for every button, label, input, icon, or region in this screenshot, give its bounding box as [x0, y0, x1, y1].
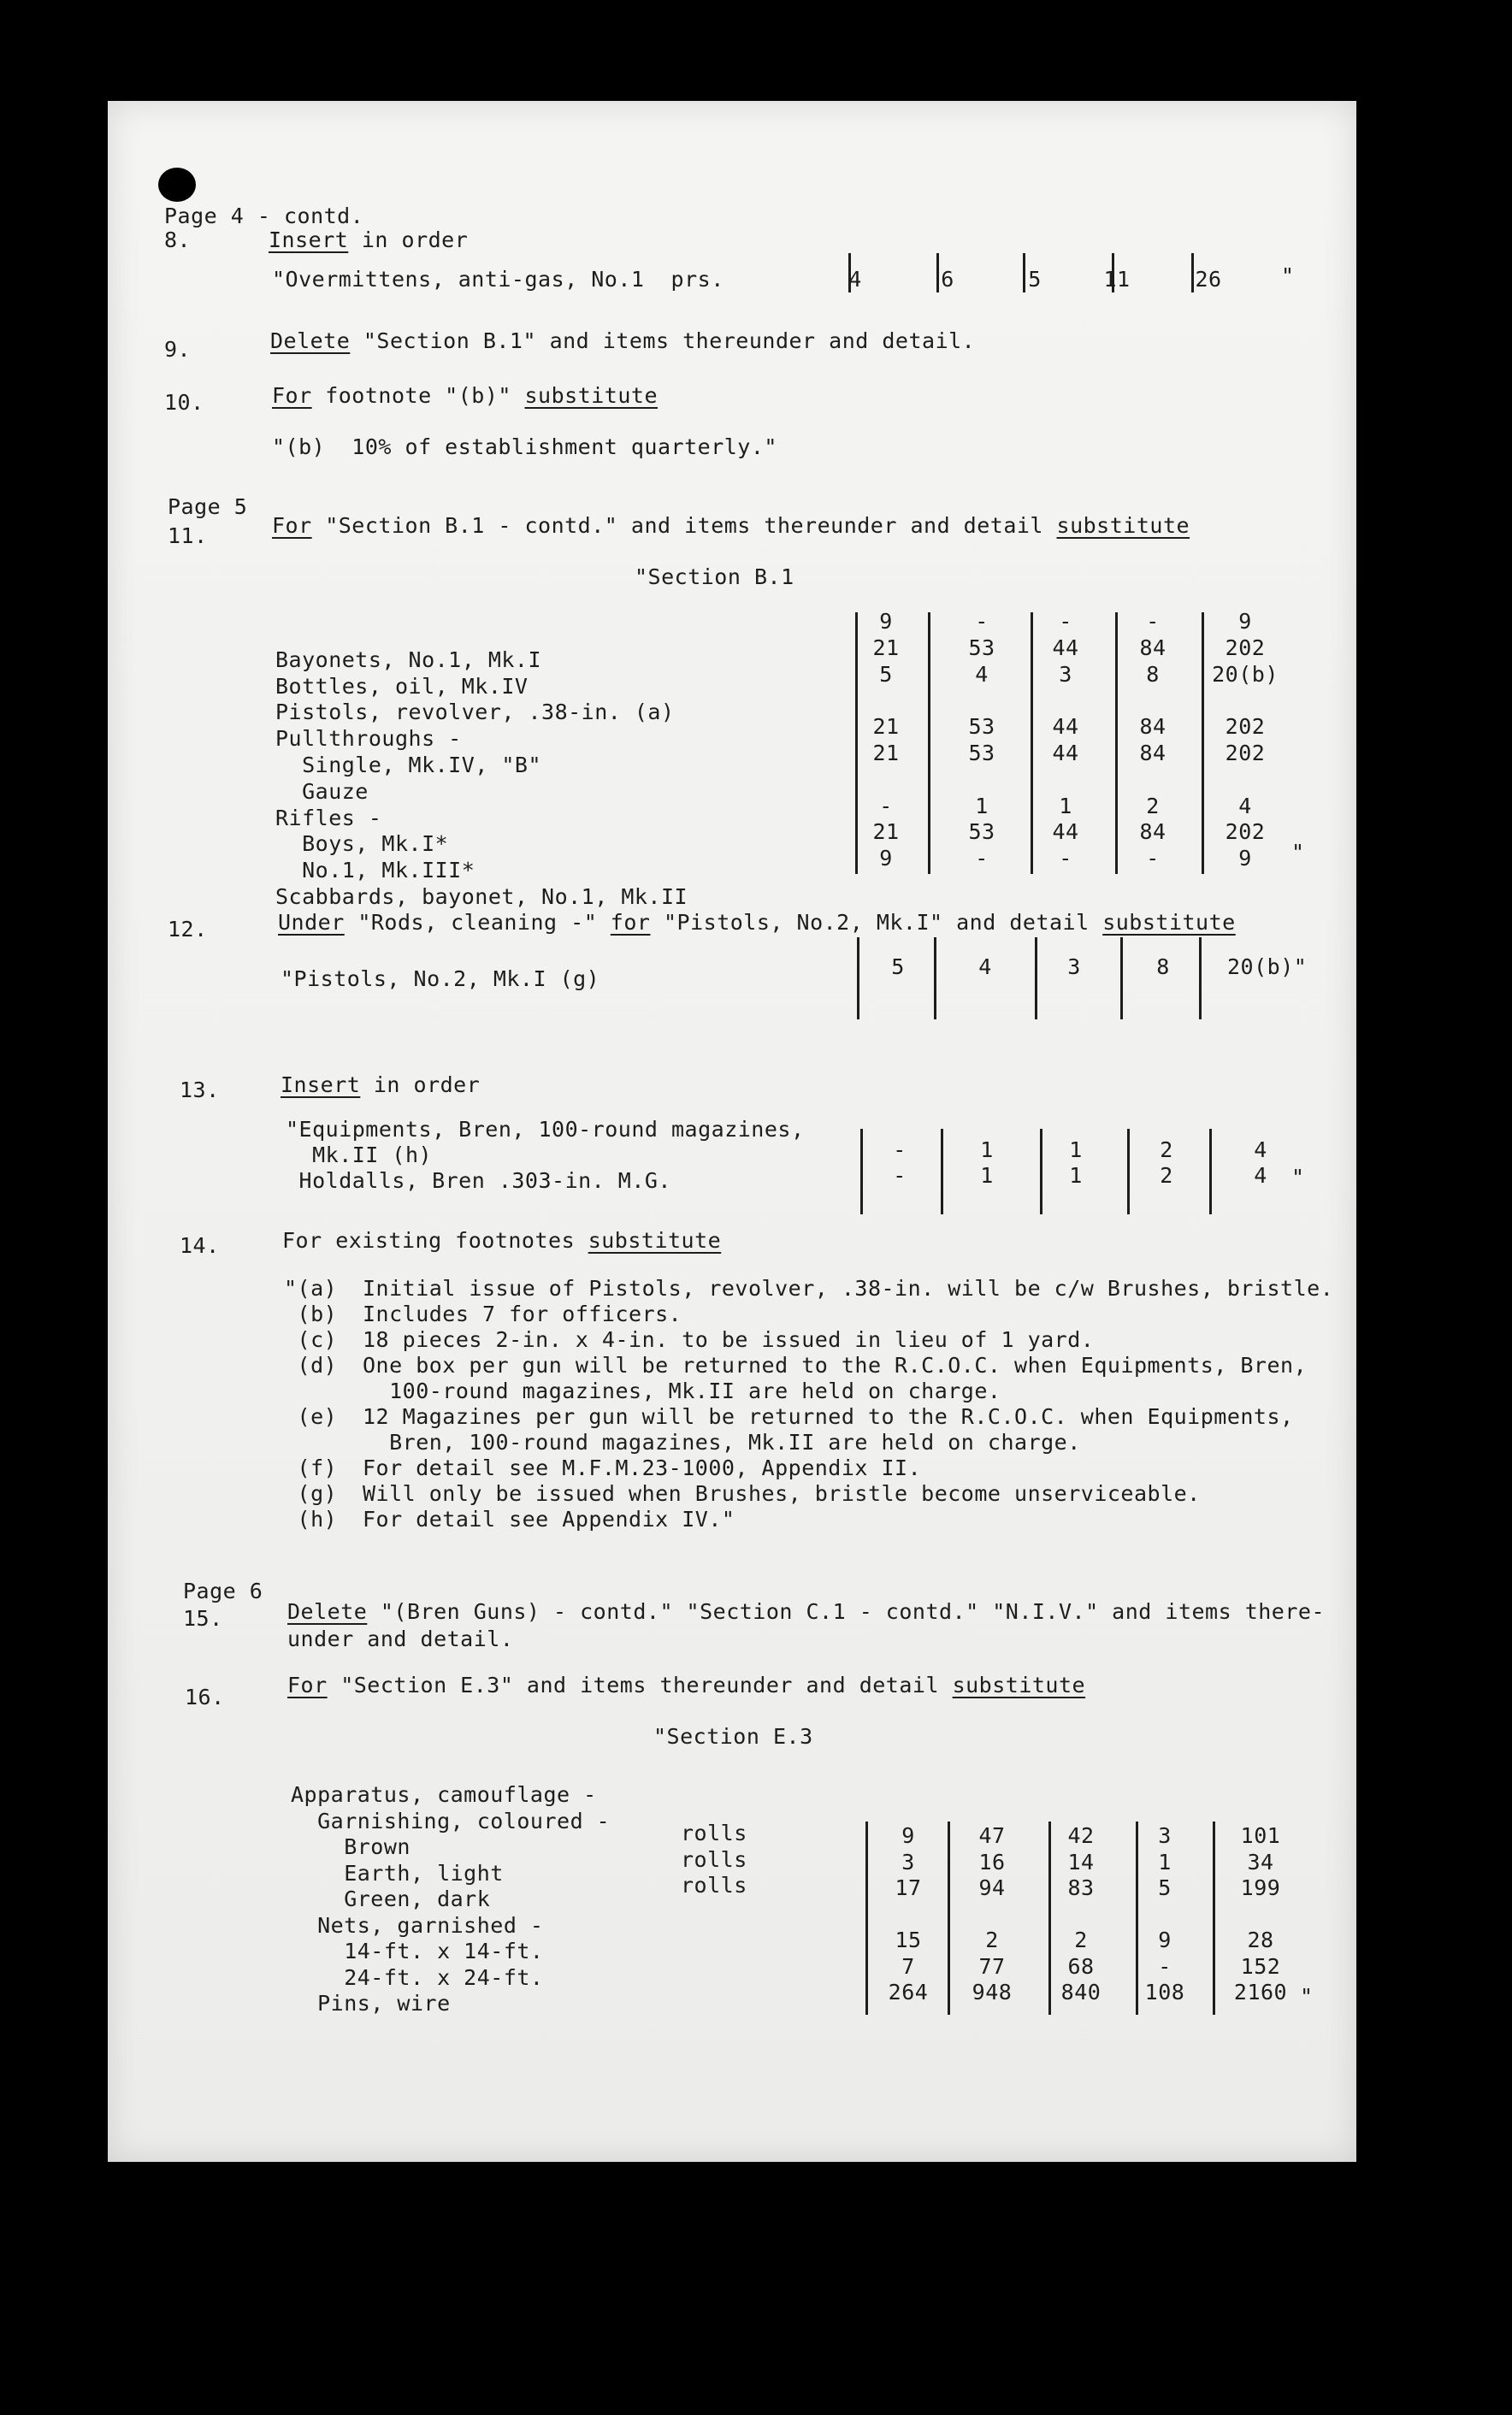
section-e3-item-label: Garnishing, coloured - [291, 1809, 611, 1833]
item-11-text: For "Section B.1 - contd." and items thereunder and detail substitute [272, 513, 1190, 538]
punch-hole [158, 168, 196, 202]
section-b1-value: 84 [1139, 714, 1166, 739]
section-b1-value: 53 [968, 819, 995, 844]
section-e3-item-label: Earth, light [291, 1861, 504, 1886]
footnote-key: (e) [284, 1404, 338, 1429]
item-14-number: 14. [180, 1233, 220, 1258]
section-b1-value: 21 [872, 741, 900, 765]
footnote-text: Initial issue of Pistols, revolver, .38-in. will be c/w Brushes, bristle. [363, 1276, 1334, 1301]
item-13-row-label: Mk.II (h) [286, 1143, 433, 1167]
section-e3-value: 3 [901, 1850, 915, 1875]
section-e3-item-label: Brown [291, 1834, 410, 1859]
footnote-key: (b) [284, 1302, 338, 1326]
section-e3-item-label: Green, dark [291, 1887, 491, 1911]
item-13-row-label: "Equipments, Bren, 100-round magazines, [286, 1117, 805, 1142]
item-13-close-quote: " [1291, 1165, 1305, 1190]
section-e3-value: 17 [895, 1875, 922, 1900]
item-8-value: 5 [1028, 267, 1042, 292]
item-13-row-label: Holdalls, Bren .303-in. M.G. [286, 1168, 671, 1193]
section-b1-item-label: No.1, Mk.III* [275, 858, 475, 883]
item-13-value: 2 [1160, 1163, 1173, 1188]
section-e3-value: 34 [1247, 1850, 1274, 1875]
section-e3-item-label: Nets, garnished - [291, 1913, 544, 1938]
section-b1-value: - [1146, 609, 1160, 634]
page-6-label: Page 6 [183, 1579, 263, 1603]
section-e3-value: 47 [978, 1823, 1006, 1848]
item-15-number: 15. [183, 1606, 223, 1631]
item-12-value: 5 [891, 954, 905, 979]
footnote-text: For detail see M.F.M.23-1000, Appendix II. [363, 1455, 922, 1480]
item-13-heading: Insert in order [281, 1072, 481, 1097]
item-12-line: "Pistols, No.2, Mk.I (g) [281, 966, 600, 991]
footnote-key: "(a) [284, 1276, 338, 1301]
item-12-value: 8 [1156, 954, 1170, 979]
column-rule [1048, 1822, 1051, 2015]
item-12-text: Under "Rods, cleaning -" for "Pistols, No.2, Mk.I" and detail substitute [278, 910, 1236, 935]
section-b1-value: - [879, 794, 893, 818]
section-b1-value: 20(b) [1212, 662, 1279, 687]
footnote-text: 12 Magazines per gun will be returned to the R.C.O.C. when Equipments, [363, 1404, 1294, 1429]
section-b1-item-label: Rifles - [275, 806, 382, 830]
item-10-text: For footnote "(b)" substitute [272, 383, 658, 408]
section-b1-value: 1 [975, 794, 989, 818]
column-rule [948, 1822, 950, 2015]
column-rule [1040, 1129, 1042, 1214]
section-b1-value: 44 [1052, 741, 1079, 765]
item-13-value: 1 [1069, 1163, 1083, 1188]
section-e3-value: 9 [901, 1823, 915, 1848]
section-e3-value: 42 [1067, 1823, 1095, 1848]
item-15-text: Delete "(Bren Guns) - contd." "Section C.1 - contd." "N.I.V." and items there- [287, 1599, 1326, 1624]
item-8-value: 4 [848, 267, 862, 292]
section-b1-value: 84 [1139, 635, 1166, 660]
section-b1-value: - [1059, 846, 1072, 871]
item-12-value: 20(b)" [1227, 954, 1308, 979]
section-e3-value: 16 [978, 1850, 1006, 1875]
column-rule [1120, 937, 1123, 1019]
section-b1-value: 202 [1225, 635, 1266, 660]
footnote-key: (h) [284, 1507, 338, 1532]
column-rule [1115, 612, 1118, 874]
section-b1-value: - [1059, 609, 1072, 634]
item-8-line: "Overmittens, anti-gas, No.1 prs. [272, 267, 724, 292]
section-b1-item-label: Bottles, oil, Mk.IV [275, 674, 529, 699]
page-header: Page 4 - contd. [164, 204, 364, 228]
item-12-value: 4 [978, 954, 992, 979]
section-e3-value: 7 [901, 1954, 915, 1979]
item-13-value: - [893, 1137, 907, 1162]
section-b1-item-label: Pullthroughs - [275, 726, 462, 751]
footnote-text: Includes 7 for officers. [363, 1302, 682, 1326]
section-b1-value: 84 [1139, 741, 1166, 765]
section-e3-value: 3 [1158, 1823, 1172, 1848]
section-b1-value: 53 [968, 635, 995, 660]
section-b1-item-label: Gauze [275, 779, 369, 804]
section-e3-value: 9 [1158, 1928, 1172, 1952]
section-e3-value: 5 [1158, 1875, 1172, 1900]
section-e3-item-label: 14-ft. x 14-ft. [291, 1939, 544, 1963]
section-b1-value: 9 [879, 846, 893, 871]
item-9-text: Delete "Section B.1" and items thereunder and detail. [270, 328, 976, 353]
item-10-number: 10. [164, 390, 204, 415]
section-e3-value: 83 [1067, 1875, 1095, 1900]
section-b1-value: 21 [872, 819, 900, 844]
section-b1-value: 4 [975, 662, 989, 687]
item-8-number: 8. [164, 227, 192, 252]
column-rule [860, 1129, 863, 1214]
item-15-text-cont: under and detail. [287, 1627, 514, 1651]
section-b1-value: - [1146, 846, 1160, 871]
section-e3-value: 28 [1247, 1928, 1274, 1952]
section-b1-value: 4 [1238, 794, 1252, 818]
column-rule [855, 612, 858, 874]
section-b1-item-label: Scabbards, bayonet, No.1, Mk.II [275, 884, 688, 909]
item-8-close-quote: " [1281, 263, 1295, 288]
section-b1-value: 21 [872, 714, 900, 739]
section-b1-value: 9 [879, 609, 893, 634]
section-b1-value: 202 [1225, 741, 1266, 765]
section-e3-unit: rolls [681, 1873, 747, 1898]
column-rule [865, 1822, 868, 2015]
section-b1-item-label: Pistols, revolver, .38-in. (a) [275, 700, 675, 724]
section-e3-value: 68 [1067, 1954, 1095, 1979]
footnote-key: (c) [284, 1327, 338, 1352]
section-e3-value: 101 [1240, 1823, 1281, 1848]
section-e3-item-label: Pins, wire [291, 1991, 451, 2016]
section-b1-value: 9 [1238, 846, 1252, 871]
section-b1-value: - [975, 609, 989, 634]
column-rule [928, 612, 930, 874]
item-13-value: 4 [1254, 1137, 1267, 1162]
item-8-heading: Insert in order [269, 227, 469, 252]
item-13-value: 4 [1254, 1163, 1267, 1188]
item-10-line: "(b) 10% of establishment quarterly." [272, 434, 777, 459]
footnote-key: (f) [284, 1455, 338, 1480]
section-b1-value: 9 [1238, 609, 1252, 634]
section-b1-close-quote: " [1291, 840, 1305, 865]
section-e3-value: - [1158, 1954, 1172, 1979]
section-e3-title: "Section E.3 [653, 1724, 813, 1749]
column-rule [1213, 1822, 1215, 2015]
section-b1-value: 44 [1052, 714, 1079, 739]
item-8-value: 26 [1195, 267, 1222, 292]
page-5-label: Page 5 [168, 494, 248, 519]
item-16-text: For "Section E.3" and items thereunder and detail substitute [287, 1673, 1086, 1698]
column-rule [1127, 1129, 1130, 1214]
section-e3-unit: rolls [681, 1847, 747, 1872]
column-rule [1209, 1129, 1212, 1214]
section-e3-value: 1 [1158, 1850, 1172, 1875]
section-b1-value: 44 [1052, 819, 1079, 844]
section-e3-value: 2 [985, 1928, 999, 1952]
footnote-key: (d) [284, 1353, 338, 1378]
section-e3-item-label: 24-ft. x 24-ft. [291, 1965, 544, 1990]
item-13-value: 1 [1069, 1137, 1083, 1162]
section-e3-value: 840 [1060, 1980, 1102, 2005]
section-e3-value: 2160 [1233, 1980, 1288, 2005]
item-13-value: 1 [980, 1137, 994, 1162]
section-b1-value: 1 [1059, 794, 1072, 818]
section-e3-unit: rolls [681, 1821, 747, 1845]
section-b1-value: 5 [879, 662, 893, 687]
item-12-number: 12. [168, 917, 208, 942]
section-b1-value: 53 [968, 741, 995, 765]
section-e3-value: 15 [895, 1928, 922, 1952]
item-8-value: 6 [941, 267, 954, 292]
column-rule [1136, 1822, 1138, 2015]
section-b1-value: 21 [872, 635, 900, 660]
column-rule [941, 1129, 943, 1214]
item-16-number: 16. [185, 1685, 225, 1709]
section-b1-value: 8 [1146, 662, 1160, 687]
item-14-text: For existing footnotes substitute [282, 1228, 722, 1253]
section-b1-value: 202 [1225, 714, 1266, 739]
section-e3-item-label: Apparatus, camouflage - [291, 1782, 597, 1807]
section-b1-title: "Section B.1 [635, 564, 794, 589]
item-13-value: 2 [1160, 1137, 1173, 1162]
item-13-value: 1 [980, 1163, 994, 1188]
section-b1-item-label: Boys, Mk.I* [275, 831, 449, 856]
item-13-value: - [893, 1163, 907, 1188]
section-b1-value: - [975, 846, 989, 871]
footnote-text: For detail see Appendix IV." [363, 1507, 735, 1532]
item-9-number: 9. [164, 337, 192, 362]
footnote-text: Bren, 100-round magazines, Mk.II are held on charge. [363, 1430, 1081, 1455]
section-e3-close-quote: " [1300, 1984, 1314, 2009]
item-11-number: 11. [168, 523, 208, 548]
section-b1-value: 53 [968, 714, 995, 739]
section-e3-value: 108 [1144, 1980, 1185, 2005]
footnote-text: 100-round magazines, Mk.II are held on charge. [363, 1379, 1001, 1403]
footnote-text: 18 pieces 2-in. x 4-in. to be issued in lieu of 1 yard. [363, 1327, 1095, 1352]
section-e3-value: 2 [1074, 1928, 1088, 1952]
footnote-key: (g) [284, 1481, 338, 1506]
section-b1-value: 44 [1052, 635, 1079, 660]
section-b1-item-label: Single, Mk.IV, "B" [275, 753, 542, 777]
column-rule [1202, 612, 1204, 874]
section-e3-value: 77 [978, 1954, 1006, 1979]
section-b1-item-label: Bayonets, No.1, Mk.I [275, 647, 542, 672]
item-12-value: 3 [1067, 954, 1081, 979]
section-e3-value: 14 [1067, 1850, 1095, 1875]
item-8-value: 11 [1103, 267, 1131, 292]
item-13-number: 13. [180, 1078, 220, 1102]
section-e3-value: 264 [888, 1980, 929, 2005]
section-b1-value: 2 [1146, 794, 1160, 818]
section-b1-value: 202 [1225, 819, 1266, 844]
section-e3-value: 948 [972, 1980, 1013, 2005]
section-e3-value: 199 [1240, 1875, 1281, 1900]
column-rule [1031, 612, 1033, 874]
footnote-text: One box per gun will be returned to the R.C.O.C. when Equipments, Bren, [363, 1353, 1308, 1378]
section-b1-value: 84 [1139, 819, 1166, 844]
section-e3-value: 94 [978, 1875, 1006, 1900]
section-e3-value: 152 [1240, 1954, 1281, 1979]
footnote-text: Will only be issued when Brushes, bristle become unserviceable. [363, 1481, 1201, 1506]
section-b1-value: 3 [1059, 662, 1072, 687]
